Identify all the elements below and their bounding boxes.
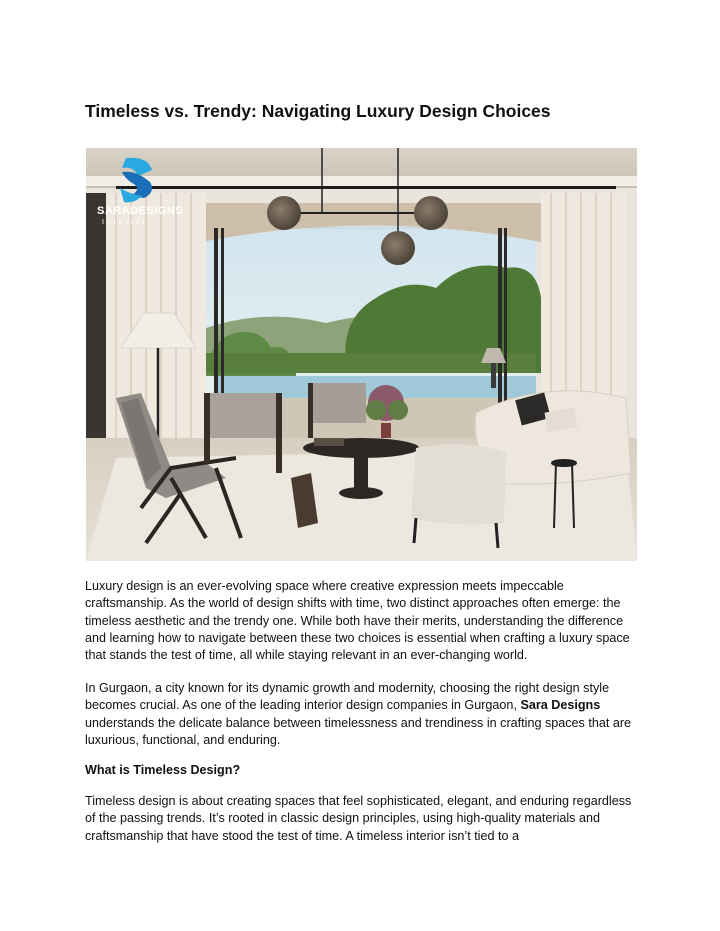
section-heading: What is Timeless Design? [85, 763, 241, 777]
dark-door [86, 193, 106, 443]
timeless-paragraph: Timeless design is about creating spaces that feel sophisticated, elegant, and enduring regardless of the passing trends. It’s rooted in classic design principles, using high-quality materials and craftsmanship that have stood the test of time. A timeless interior isn’t tied to a [85, 794, 632, 843]
curtain-rod [116, 186, 616, 189]
paragraph-text: In Gurgaon, a city known for its dynamic growth and modernity, choosing the right design style becomes crucial. As one of the leading interior design companies in Gurgaon, [85, 681, 610, 713]
logo-tagline: Interior [102, 219, 148, 226]
ceiling-beam [86, 176, 637, 186]
hero-image [86, 148, 637, 561]
page-title: Timeless vs. Trendy: Navigating Luxury Design Choices [85, 101, 551, 121]
logo-name: SARADESIGNS [97, 205, 184, 217]
intro-paragraph: Luxury design is an ever-evolving space where creative expression meets impeccable craftsmanship. As the world of design shifts with time, two distinct approaches often emerge: the timeless aesthetic and the trendy one. While both have their merits, understanding the difference and learning how to navigate between these two choices is essential when crafting a luxury space that stands the test of time, all while staying relevant in an ever-changing world. [85, 579, 630, 663]
brand-name: Sara Designs [520, 698, 601, 713]
gurgaon-paragraph [85, 680, 645, 749]
paragraph-text: understands the delicate balance between timelessness and trendiness in crafting spaces that are luxurious, functional, and enduring. [85, 715, 632, 747]
